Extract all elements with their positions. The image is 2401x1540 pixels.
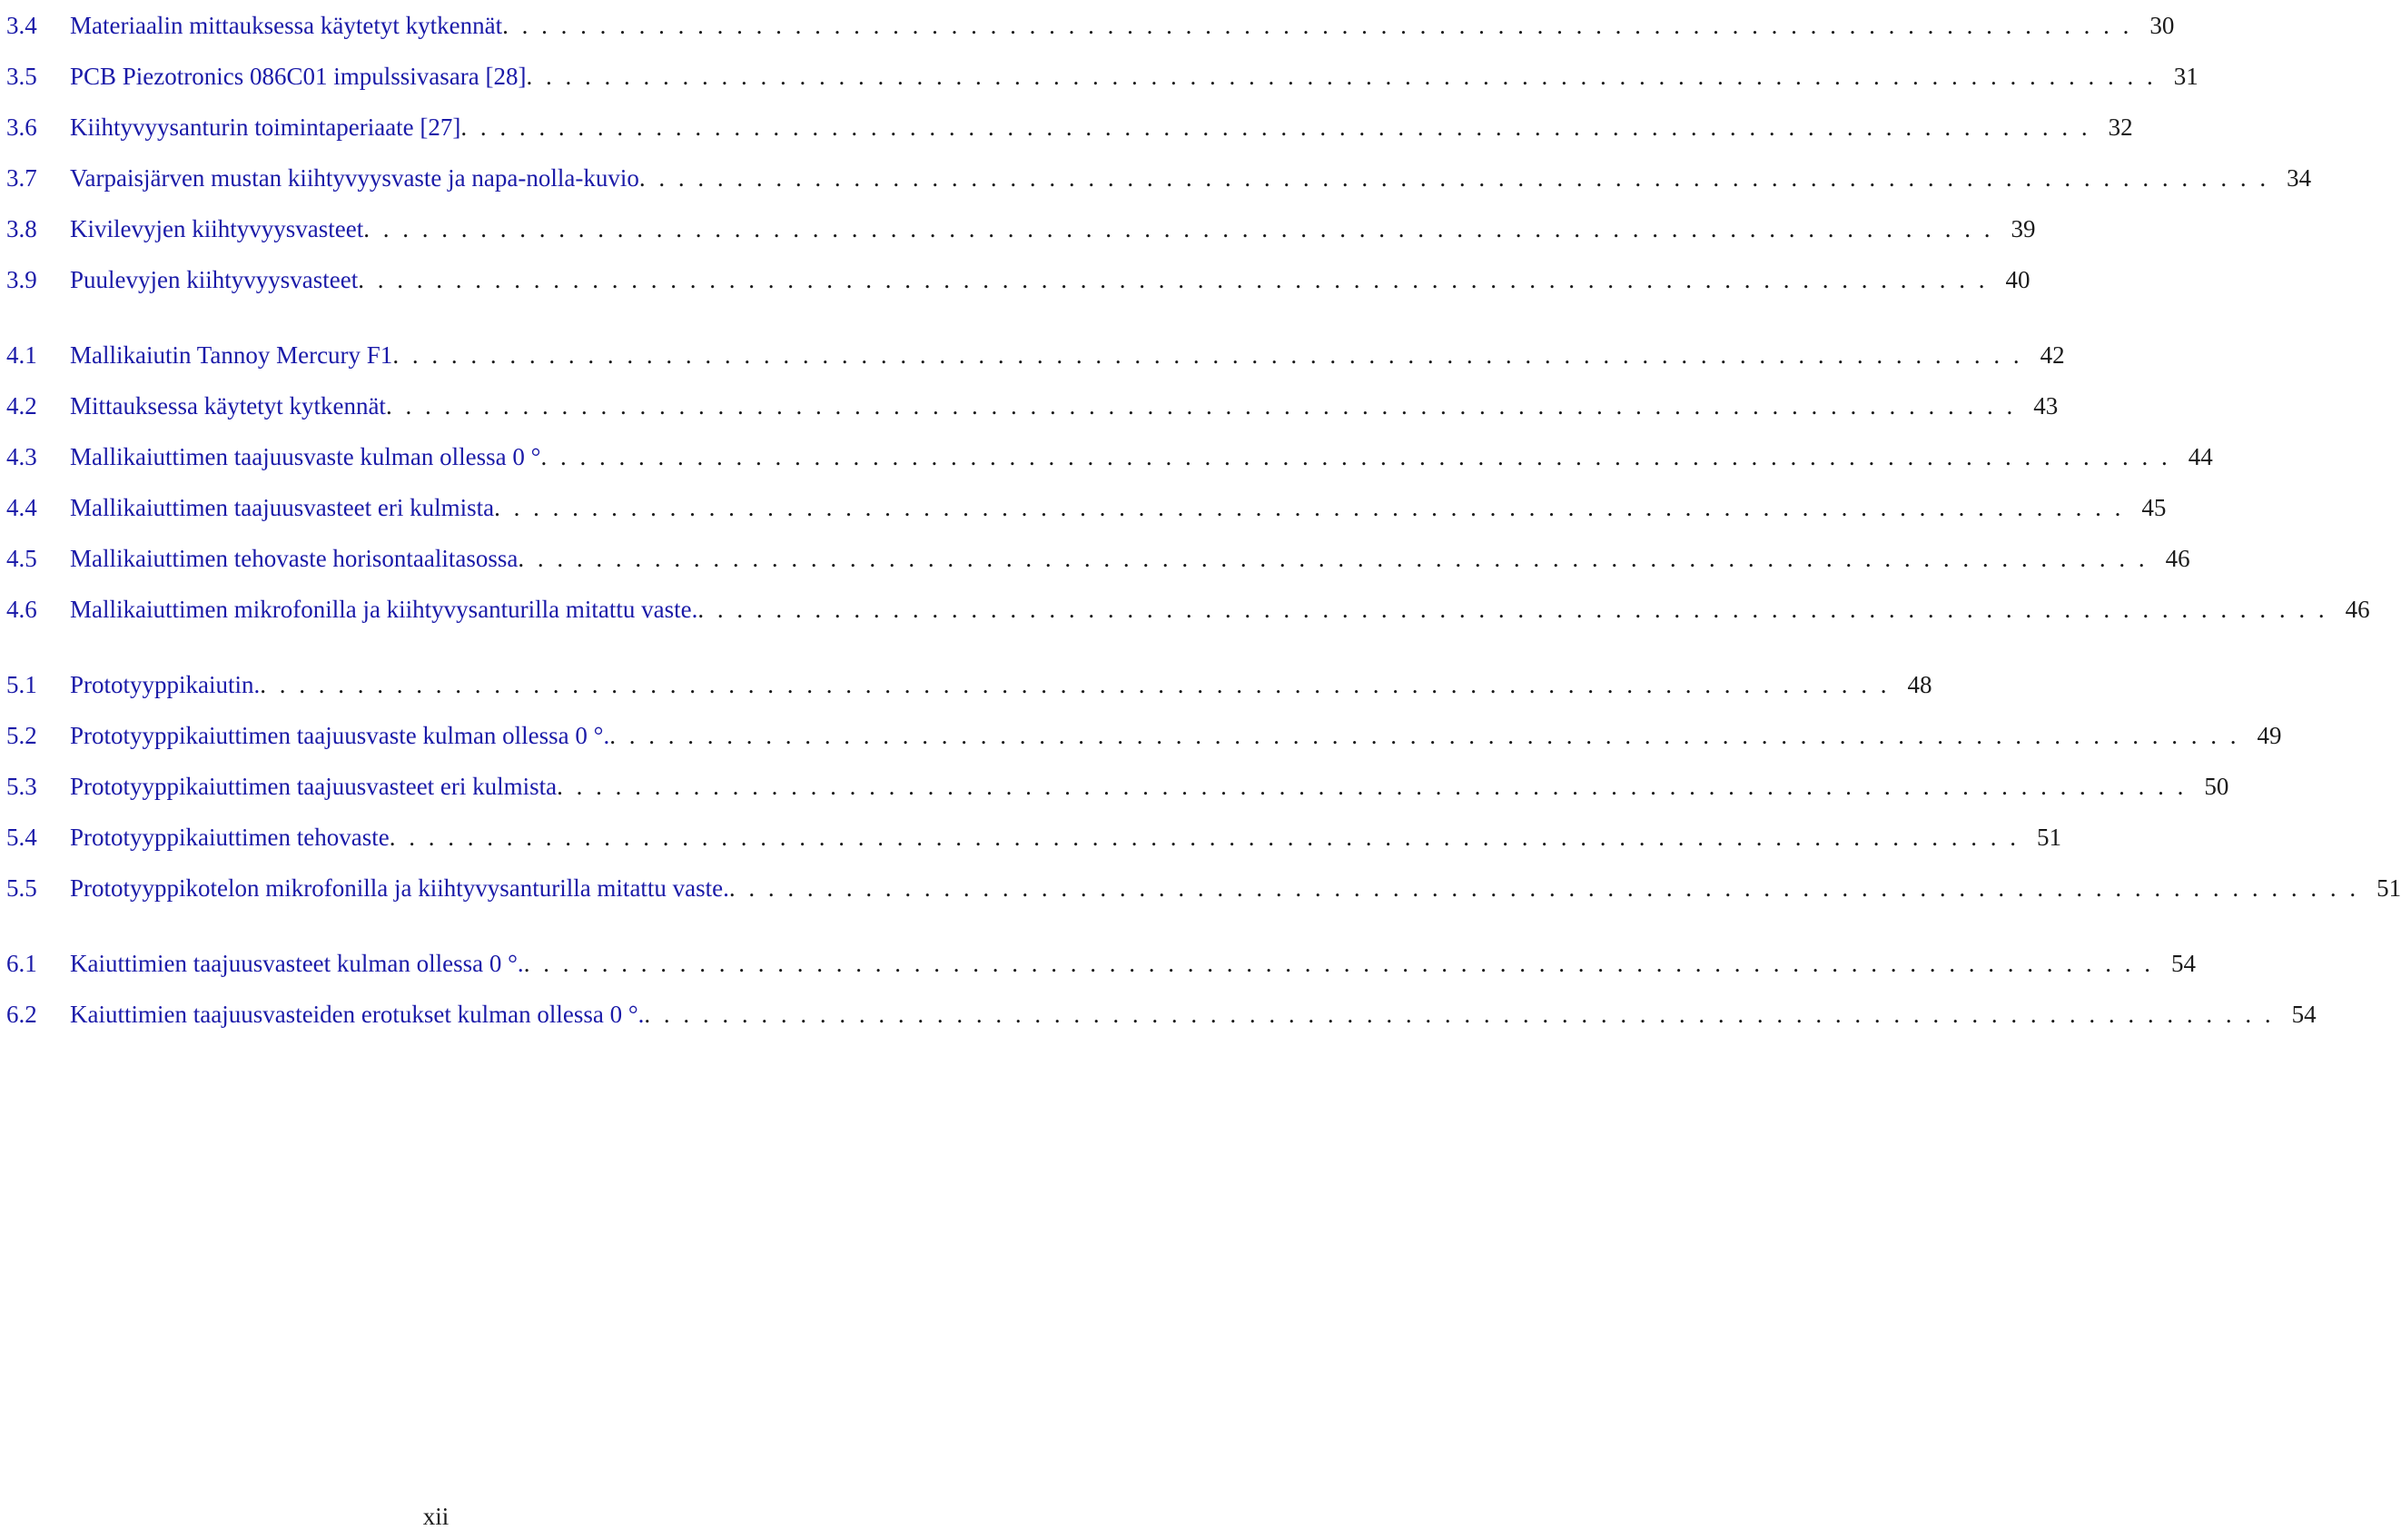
toc-entry[interactable] (6, 989, 2317, 1040)
entry-number[interactable]: 5.3 (6, 773, 37, 800)
dot-leader (729, 863, 2356, 913)
entry-title[interactable]: PCB Piezotronics 086C01 impulssivasara [28] (70, 63, 527, 90)
toc-entry[interactable] (6, 533, 2190, 584)
entry-page-number: 31 (2173, 63, 2198, 90)
entry-title[interactable]: Mallikaiutin Tannoy Mercury F1 (70, 341, 393, 369)
toc-entry[interactable] (6, 102, 2133, 153)
toc-entry[interactable] (6, 482, 2167, 533)
entry-number[interactable]: 3.6 (6, 114, 37, 141)
list-of-figures (6, 0, 2401, 1040)
toc-entry[interactable] (6, 330, 2065, 380)
entry-title[interactable]: Mallikaiuttimen tehovaste horisontaalitasossa (70, 545, 519, 572)
entry-title[interactable]: Materiaalin mittauksessa käytetyt kytkennät (70, 12, 503, 39)
toc-entry[interactable] (6, 153, 2312, 203)
dot-leader (390, 812, 2016, 863)
dot-leader (386, 380, 2012, 431)
entry-page-number: 51 (2036, 824, 2061, 851)
entry-page-number: 54 (2291, 1001, 2317, 1028)
entry-number[interactable]: 6.2 (6, 1001, 37, 1028)
toc-entry[interactable] (6, 584, 2370, 635)
toc-entry[interactable] (6, 761, 2229, 812)
entry-page-number: 32 (2108, 114, 2133, 141)
toc-group-chapter-5 (6, 659, 2401, 913)
entry-page-number: 42 (2040, 341, 2065, 369)
entry-number[interactable]: 5.5 (6, 874, 37, 902)
entry-page-number: 48 (1907, 671, 1932, 698)
entry-title[interactable]: Puulevyjen kiihtyvyysvasteet (70, 266, 359, 293)
entry-number[interactable]: 4.5 (6, 545, 37, 572)
dot-leader (639, 153, 2266, 203)
entry-page-number: 34 (2287, 164, 2312, 192)
dot-leader (644, 989, 2270, 1040)
entry-number[interactable]: 4.2 (6, 392, 37, 420)
entry-title[interactable]: Mallikaiuttimen taajuusvaste kulman ollessa 0 ° (70, 443, 541, 470)
entry-title[interactable]: Prototyyppikotelon mikrofonilla ja kiihtyvysanturilla mitattu vaste. (70, 874, 729, 902)
entry-page-number: 50 (2204, 773, 2229, 800)
toc-entry[interactable] (6, 380, 2059, 431)
entry-title[interactable]: Varpaisjärven mustan kiihtyvyysvaste ja napa-nolla-kuvio (70, 164, 639, 192)
dot-leader (494, 482, 2120, 533)
toc-group-chapter-3 (6, 0, 2312, 305)
entry-title[interactable]: Kaiuttimien taajuusvasteet kulman ollessa 0 °. (70, 950, 524, 977)
entry-title[interactable]: Mallikaiuttimen mikrofonilla ja kiihtyvysanturilla mitattu vaste. (70, 596, 698, 623)
entry-number[interactable]: 6.1 (6, 950, 37, 977)
entry-number[interactable]: 4.1 (6, 341, 37, 369)
entry-page-number: 30 (2149, 12, 2175, 39)
entry-number[interactable]: 5.1 (6, 671, 37, 698)
entry-number[interactable]: 5.4 (6, 824, 37, 851)
entry-number[interactable]: 3.5 (6, 63, 37, 90)
entry-title[interactable]: Prototyyppikaiutin. (70, 671, 261, 698)
toc-group-chapter-4 (6, 330, 2370, 635)
entry-number[interactable]: 4.6 (6, 596, 37, 623)
toc-entry[interactable] (6, 51, 2198, 102)
dot-leader (697, 584, 2324, 635)
entry-title[interactable]: Prototyyppikaiuttimen tehovaste (70, 824, 390, 851)
entry-title[interactable]: Kiihtyvyysanturin toimintaperiaate [27] (70, 114, 461, 141)
toc-entry[interactable] (6, 812, 2061, 863)
entry-number[interactable]: 3.4 (6, 12, 37, 39)
entry-page-number: 46 (2165, 545, 2190, 572)
dot-leader (540, 431, 2167, 482)
entry-page-number: 51 (2376, 874, 2401, 902)
dot-leader (502, 0, 2129, 51)
toc-entry[interactable] (6, 659, 1932, 710)
entry-page-number: 43 (2033, 392, 2059, 420)
entry-page-number: 46 (2345, 596, 2370, 623)
entry-page-number: 49 (2257, 722, 2282, 749)
entry-title[interactable]: Prototyyppikaiuttimen taajuusvaste kulman ollessa 0 °. (70, 722, 610, 749)
entry-title[interactable]: Mallikaiuttimen taajuusvasteet eri kulmista (70, 494, 495, 521)
entry-title[interactable]: Kaiuttimien taajuusvasteiden erotukset kulman ollessa 0 °. (70, 1001, 645, 1028)
entry-number[interactable]: 4.3 (6, 443, 37, 470)
dot-leader (557, 761, 2183, 812)
toc-entry[interactable] (6, 0, 2175, 51)
page-number: xii (422, 1503, 450, 1530)
entry-page-number: 40 (2005, 266, 2030, 293)
dot-leader (526, 51, 2152, 102)
entry-page-number: 54 (2170, 950, 2196, 977)
dot-leader (392, 330, 2019, 380)
toc-entry[interactable] (6, 938, 2196, 989)
toc-entry[interactable] (6, 863, 2401, 913)
entry-number[interactable]: 3.7 (6, 164, 37, 192)
dot-leader (524, 938, 2150, 989)
dot-leader (358, 254, 1984, 305)
dot-leader (363, 203, 1990, 254)
dot-leader (260, 659, 1886, 710)
entry-number[interactable]: 4.4 (6, 494, 37, 521)
entry-page-number: 39 (2011, 215, 2036, 242)
entry-title[interactable]: Prototyyppikaiuttimen taajuusvasteet eri kulmista (70, 773, 558, 800)
entry-title[interactable]: Kivilevyjen kiihtyvyysvasteet (70, 215, 364, 242)
toc-entry[interactable] (6, 431, 2213, 482)
entry-number[interactable]: 3.9 (6, 266, 37, 293)
dot-leader (460, 102, 2087, 153)
toc-entry[interactable] (6, 254, 2030, 305)
entry-number[interactable]: 3.8 (6, 215, 37, 242)
entry-title[interactable]: Mittauksessa käytetyt kytkennät (70, 392, 386, 420)
entry-page-number: 44 (2188, 443, 2213, 470)
dot-leader (609, 710, 2236, 761)
dot-leader (518, 533, 2144, 584)
toc-group-chapter-6 (6, 938, 2317, 1040)
toc-entry[interactable] (6, 710, 2282, 761)
entry-number[interactable]: 5.2 (6, 722, 37, 749)
entry-page-number: 45 (2141, 494, 2167, 521)
toc-entry[interactable] (6, 203, 2036, 254)
